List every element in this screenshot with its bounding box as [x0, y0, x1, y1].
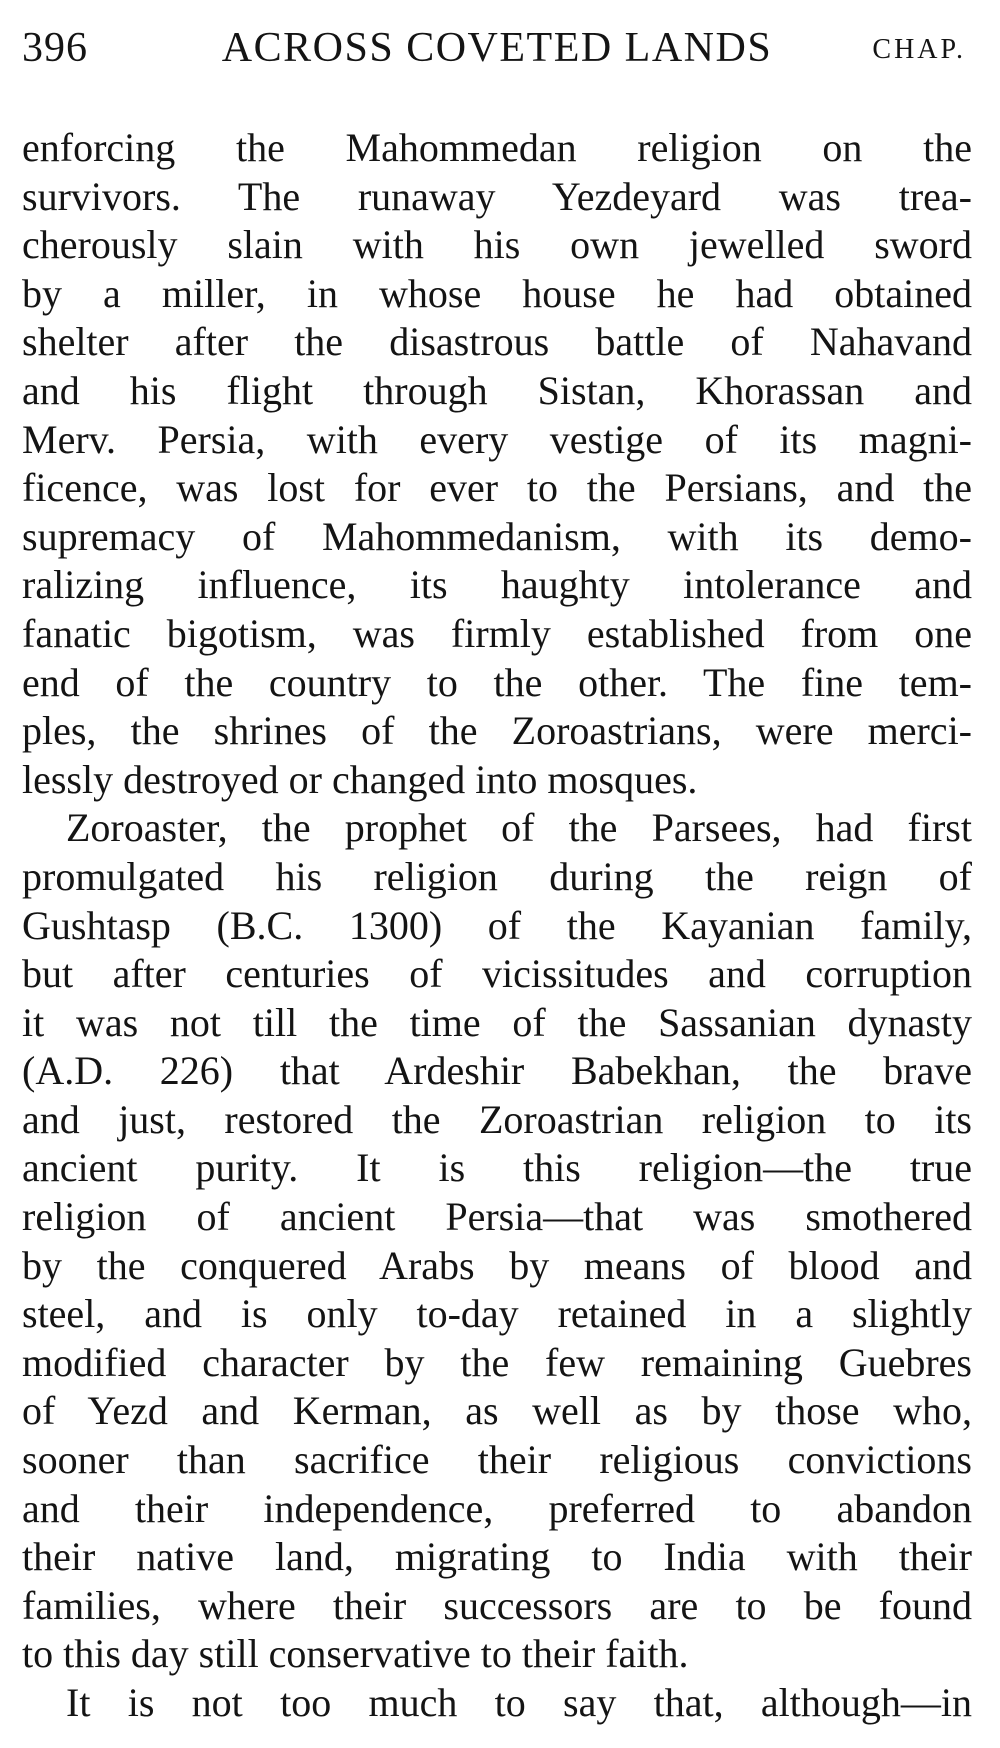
- text-line: steel, and is only to-day retained in a slightly: [22, 1291, 972, 1337]
- text-line: enforcing the Mahommedan religion on the: [22, 125, 972, 170]
- text-line: it was not till the time of the Sassanian dynasty: [22, 999, 972, 1045]
- text-line: promulgated his religion during the reign of: [22, 853, 972, 899]
- text-line: families, where their successors are to be found: [22, 1582, 972, 1628]
- text-line: but after centuries of vicissitudes and corruption: [22, 951, 972, 997]
- text-line: by a miller, in whose house he had obtained: [22, 270, 972, 316]
- text-line: Gushtasp (B.C. 1300) of the Kayanian family,: [22, 902, 972, 948]
- text-line: and just, restored the Zoroastrian religion to its: [22, 1096, 972, 1142]
- text-line: modified character by the few remaining Guebres: [22, 1339, 972, 1385]
- text-line: ficence, was lost for ever to the Persians, and the: [22, 465, 972, 511]
- text-line: fanatic bigotism, was firmly established from one: [22, 610, 972, 656]
- text-line: their native land, migrating to India with their: [22, 1534, 972, 1580]
- text-line: by the conquered Arabs by means of blood and: [22, 1242, 972, 1288]
- text-line: sooner than sacrifice their religious convictions: [22, 1437, 972, 1483]
- text-line: (A.D. 226) that Ardeshir Babekhan, the brave: [22, 1048, 972, 1094]
- text-line: survivors. The runaway Yezdeyard was trea-: [22, 173, 972, 219]
- text-line: shelter after the disastrous battle of Nahavand: [22, 319, 972, 365]
- text-line: lessly destroyed or changed into mosques.: [22, 756, 698, 802]
- text-line: religion of ancient Persia—that was smothered: [22, 1194, 972, 1240]
- book-title: ACROSS COVETED LANDS: [221, 25, 773, 71]
- text-line: supremacy of Mahommedanism, with its demo-: [22, 513, 972, 559]
- text-line: cherously slain with his own jewelled sword: [22, 222, 972, 268]
- book-page: [22, 10, 972, 1728]
- text-line: ples, the shrines of the Zoroastrians, were merci-: [22, 708, 972, 754]
- text-line: to this day still conservative to their faith.: [22, 1631, 689, 1677]
- text-line: Merv. Persia, with every vestige of its magni-: [22, 416, 972, 462]
- text-line: end of the country to the other. The fine tem-: [22, 659, 972, 705]
- chapter-label: CHAP.: [872, 34, 966, 65]
- text-line: ralizing influence, its haughty intolerance and: [22, 562, 972, 608]
- paragraph-first-line: It is not too much to say that, although—in: [66, 1680, 972, 1725]
- page-number: 396: [22, 25, 88, 71]
- body-text: [22, 124, 972, 1728]
- text-line: and their independence, preferred to abandon: [22, 1485, 972, 1531]
- text-line: of Yezd and Kerman, as well as by those who,: [22, 1388, 972, 1434]
- text-line: ancient purity. It is this religion—the true: [22, 1145, 972, 1191]
- paragraph-first-line: Zoroaster, the prophet of the Parsees, had first: [66, 805, 972, 851]
- text-line: and his flight through Sistan, Khorassan and: [22, 367, 972, 413]
- running-head: [22, 10, 972, 90]
